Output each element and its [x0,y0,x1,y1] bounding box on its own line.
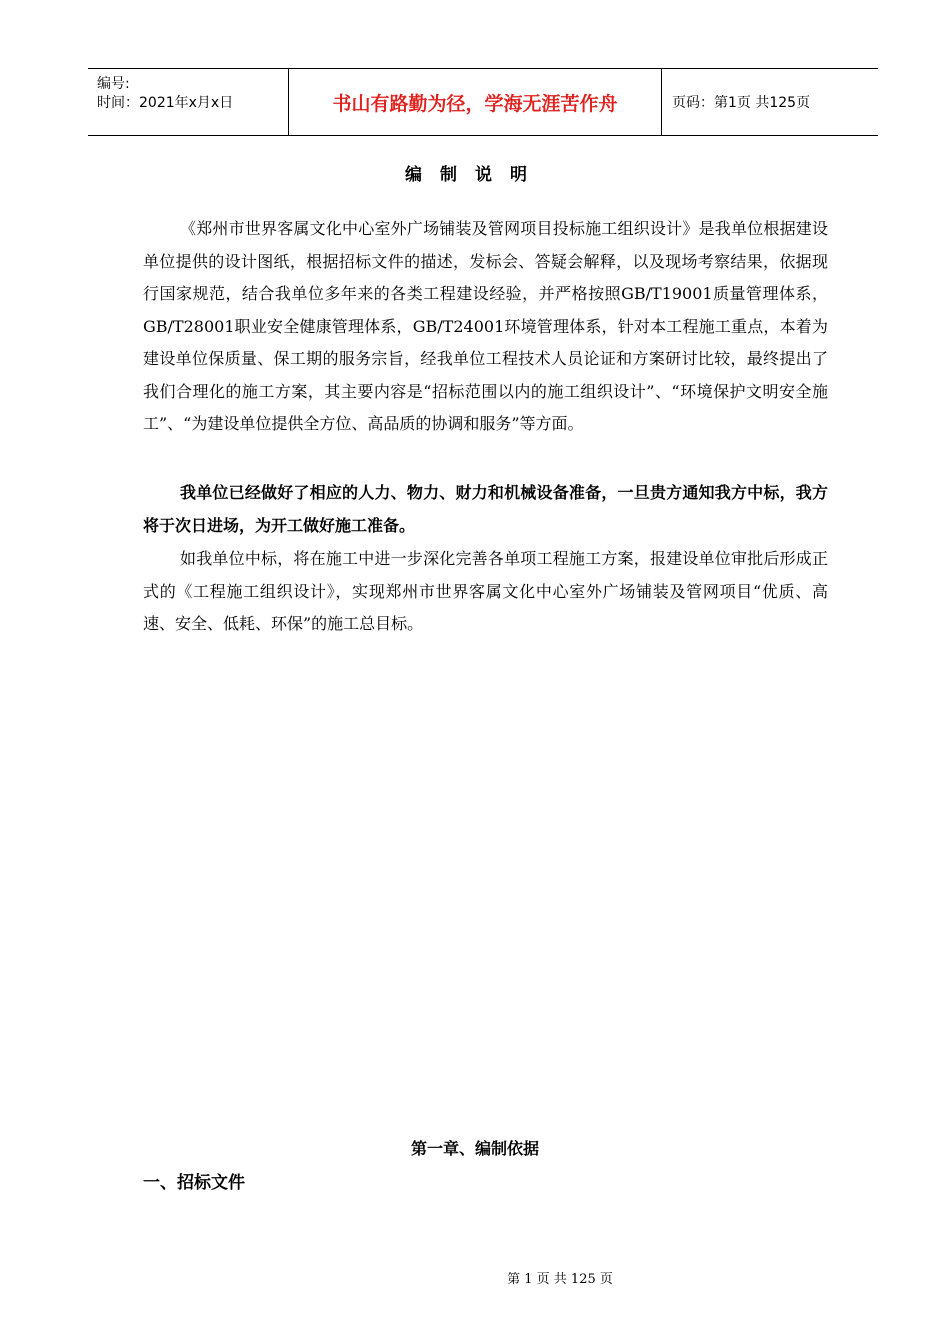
paragraph-goal: 如我单位中标，将在施工中进一步深化完善各单项工程施工方案，报建设单位审批后形成正式的《工程施工组织设计》，实现郑州市世界客属文化中心室外广场铺装及管网项目“优质、高速、安全、低耗、环保”的施工总目标。 [143,549,828,633]
header-meta-cell [88,69,289,135]
header-table [88,68,878,136]
header-page-info: 页码：第1页 共125页 [672,95,811,111]
document-number-label: 编号: [97,76,130,92]
header-motto: 书山有路勤为径，学海无涯苦作舟 [289,69,662,135]
paragraph-commitment: 我单位已经做好了相应的人力、物力、财力和机械设备准备，一旦贵方通知我方中标，我方将于次日进场，为开工做好施工准备。 [143,483,828,535]
paragraph-intro: 《郑州市世界客属文化中心室外广场铺装及管网项目投标施工组织设计》是我单位根据建设单位提供的设计图纸，根据招标文件的描述，发标会、答疑会解释，以及现场考察结果，依据现行国家规范，结合我单位多年来的各类工程建设经验，并严格按照GB/T19001质量管理体系，GB/T28001职业安全健康管理体系，GB/T24001环境管理体系，针对本工程施工重点，本着为建设单位保质量、保工期的服务宗旨，经我单位工程技术人员论证和方案研讨比较，最终提出了我们合理化的施工方案，其主要内容是“招标范围以内的施工组织设计”、“环境保护文明安全施工”、“为建设单位提供全方位、高品质的协调和服务”等方面。 [143,219,828,433]
section-heading: 一、招标文件 [143,1173,245,1193]
document-time-label: 时间：2021年x月x日 [97,95,234,111]
chapter-heading: 第一章、编制依据 [410,1139,539,1158]
document-title: 编制说明 [405,165,545,185]
page-footer: 第 1 页 共 125 页 [507,1272,613,1287]
